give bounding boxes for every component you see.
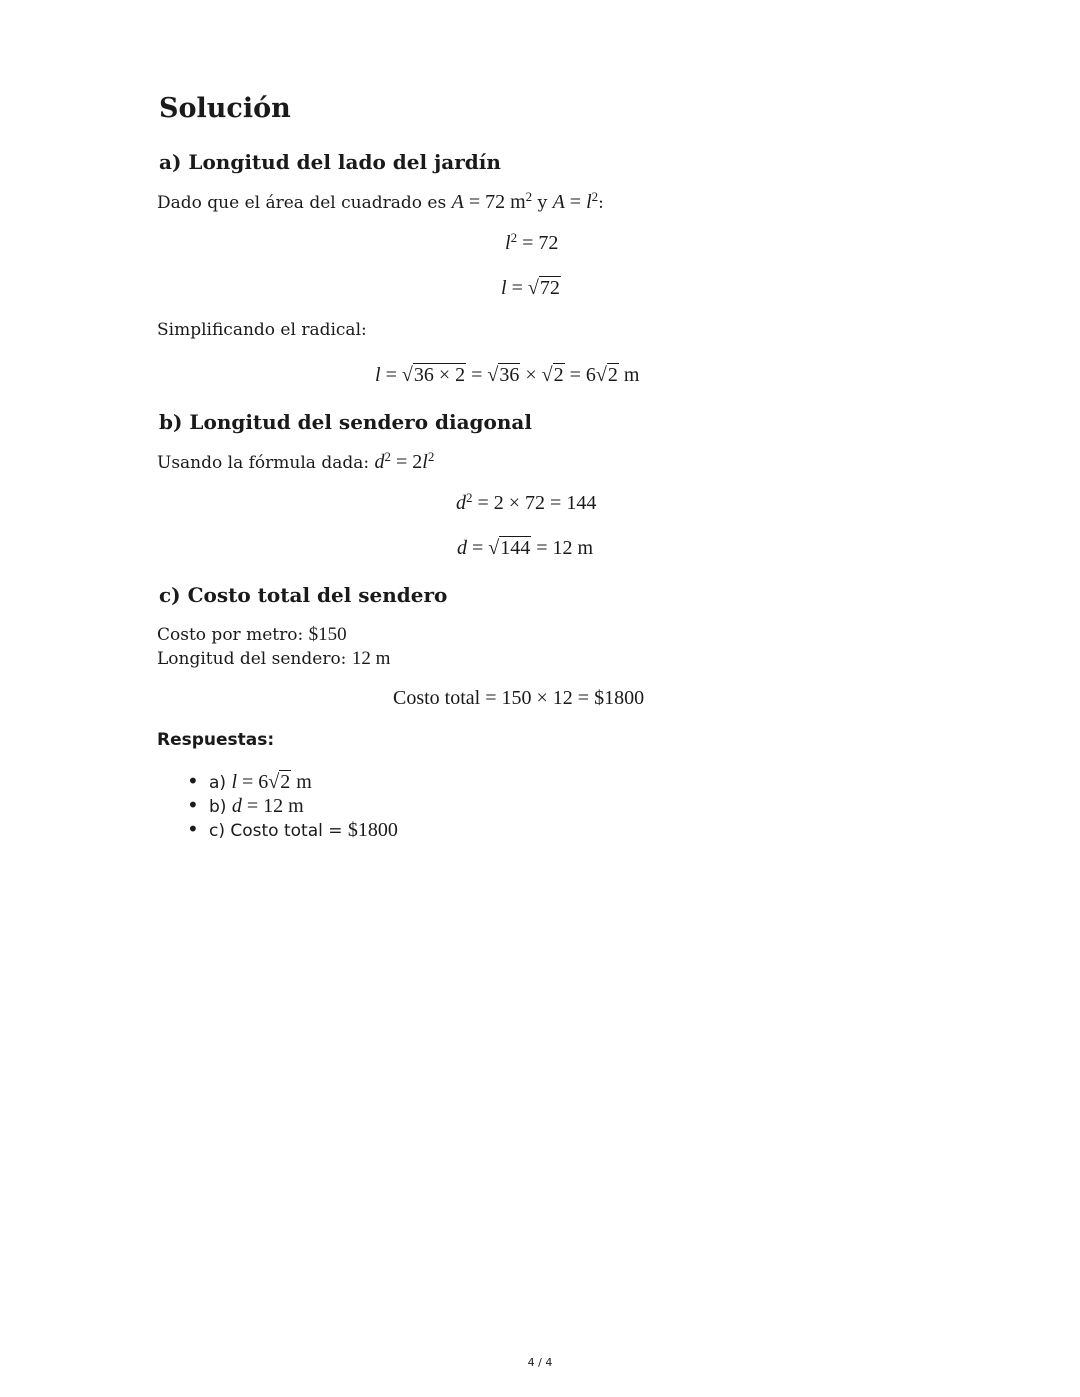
cost-per-meter-label: Costo por metro: (157, 625, 304, 645)
total-cost-eq: Costo total = 150 × 12 = $1800 (393, 687, 645, 709)
answers-heading: Respuestas: (157, 730, 275, 750)
section-b-eq1: $d^2 = 2 \times 72 = 144$ (456, 489, 597, 514)
section-a-intro (157, 188, 604, 214)
answer-a-prefix: a) (209, 773, 227, 793)
section-a-intro-eq1: A = 72 $m^2$ (451, 188, 533, 213)
page-title: Solución (159, 93, 291, 124)
cost-per-meter-line (157, 624, 347, 646)
answer-c-math: $1800 (347, 819, 398, 841)
section-a-eq3: l = √36 × 2 = √36 × √2 = 6√2 m (375, 364, 640, 386)
section-a-intro-suffix: : (598, 193, 604, 213)
answer-b-math: d = 12 m (231, 795, 304, 817)
section-b-intro-prefix: Usando la fórmula dada: (157, 453, 370, 473)
answer-c-prefix: c) Costo total = (209, 821, 343, 841)
simplify-label: Simplificando el radical: (157, 320, 367, 340)
path-length-label: Longitud del sendero: (157, 649, 347, 669)
answer-a-math: l = 6√2 m (231, 771, 312, 793)
answer-item-b (157, 795, 557, 819)
section-b-intro (157, 448, 435, 474)
section-a-heading: a) Longitud del lado del jardín (159, 150, 501, 174)
section-a-intro-y: y (537, 193, 548, 213)
section-a-intro-prefix: Dado que el área del cuadrado es (157, 193, 447, 213)
page-number: 4 / 4 (527, 1356, 553, 1369)
answer-b-prefix: b) (209, 797, 227, 817)
section-b-heading: b) Longitud del sendero diagonal (159, 410, 532, 434)
path-length-line (157, 648, 390, 670)
path-length-value: 12 m (351, 648, 391, 669)
section-b-eq2: d = √144 = 12 m (457, 537, 594, 559)
section-a-intro-eq2: $A = l^2$ (552, 188, 599, 213)
section-b-intro-eq: $d^2 = 2l^2$ (374, 448, 435, 473)
section-a-eq1: $l^2 = 72$ (505, 229, 559, 254)
section-c-heading: c) Costo total del sendero (159, 583, 448, 607)
section-a-eq2: l = √72 (501, 277, 560, 299)
answer-item-c (157, 819, 557, 843)
answers-list (157, 771, 557, 843)
cost-per-meter-value: $150 (308, 624, 347, 645)
answer-item-a (157, 771, 557, 795)
